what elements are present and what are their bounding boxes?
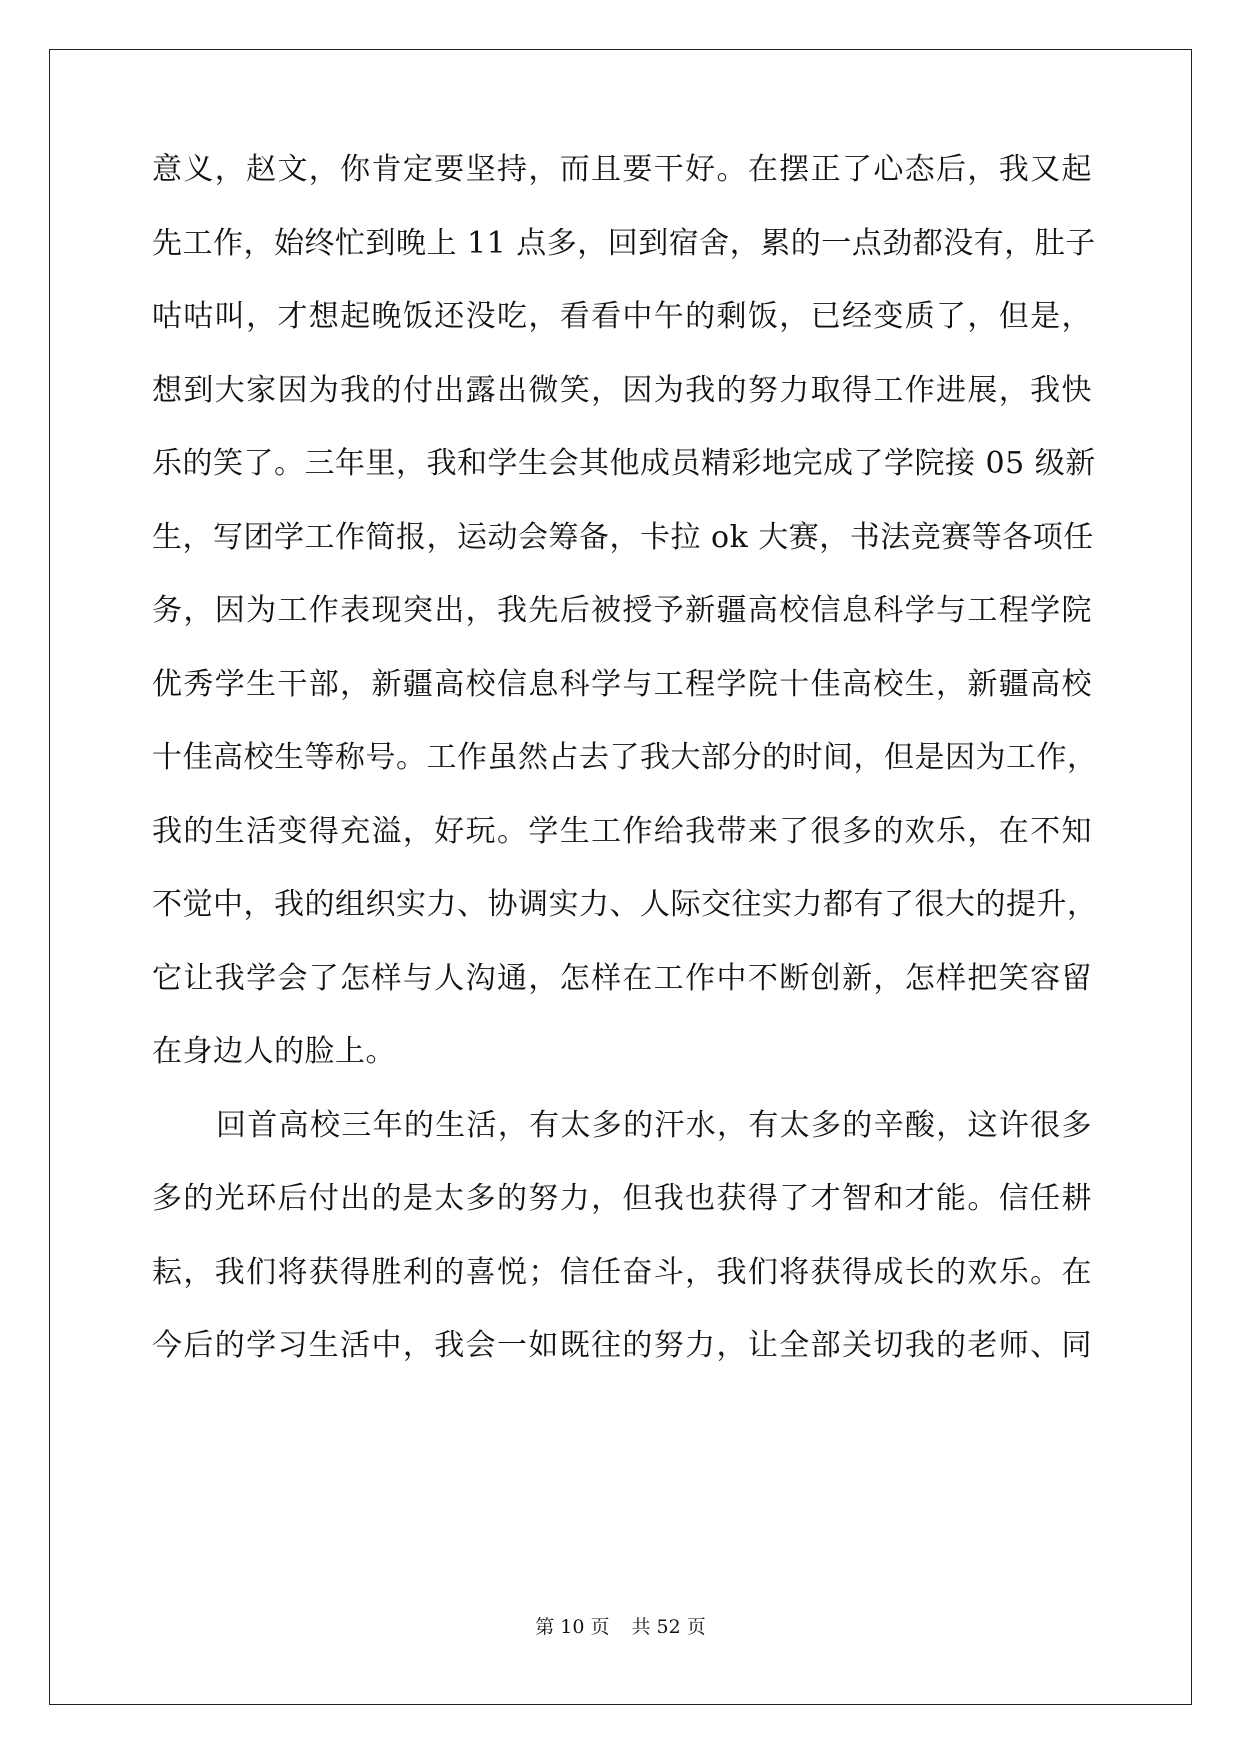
text-line: 务，因为工作表现突出，我先后被授予新疆高校信息科学与工程学院 [152, 593, 1092, 628]
text-line: 咕咕叫，才想起晚饭还没吃，看看中午的剩饭，已经变质了，但是， [152, 299, 1092, 334]
text-line: 多的光环后付出的是太多的努力，但我也获得了才智和才能。信任耕 [152, 1181, 1092, 1216]
text-line: 十佳高校生等称号。工作虽然占去了我大部分的时间，但是因为工作， [152, 740, 1098, 775]
text-line: 它让我学会了怎样与人沟通，怎样在工作中不断创新，怎样把笑容留 [152, 961, 1092, 996]
page-total: 共 52 页 [631, 1616, 706, 1638]
page-footer [0, 1615, 1241, 1639]
text-line: 我的生活变得充溢，好玩。学生工作给我带来了很多的欢乐，在不知 [152, 814, 1092, 849]
text-line: 今后的学习生活中，我会一如既往的努力，让全部关切我的老师、同 [152, 1328, 1092, 1363]
text-line: 乐的笑了。三年里，我和学生会其他成员精彩地完成了学院接 05 级新 [152, 446, 1096, 481]
paragraph-start-line: 回首高校三年的生活，有太多的汗水，有太多的辛酸，这许很多 [216, 1108, 1092, 1143]
page-number: 第 10 页 [535, 1616, 610, 1638]
text-line: 生，写团学工作简报，运动会筹备，卡拉 ok 大赛，书法竞赛等各项任 [152, 520, 1094, 555]
text-line: 不觉中，我的组织实力、协调实力、人际交往实力都有了很大的提升， [152, 887, 1098, 922]
text-line: 优秀学生干部，新疆高校信息科学与工程学院十佳高校生，新疆高校 [152, 667, 1092, 702]
text-line: 先工作，始终忙到晚上 11 点多，回到宿舍，累的一点劲都没有，肚子 [152, 226, 1096, 261]
text-line: 意义，赵文，你肯定要坚持，而且要干好。在摆正了心态后，我又起 [152, 152, 1092, 187]
text-line: 想到大家因为我的付出露出微笑，因为我的努力取得工作进展，我快 [152, 373, 1092, 408]
text-line: 在身边人的脸上。 [152, 1034, 396, 1069]
text-line: 耘，我们将获得胜利的喜悦；信任奋斗，我们将获得成长的欢乐。在 [152, 1255, 1092, 1290]
